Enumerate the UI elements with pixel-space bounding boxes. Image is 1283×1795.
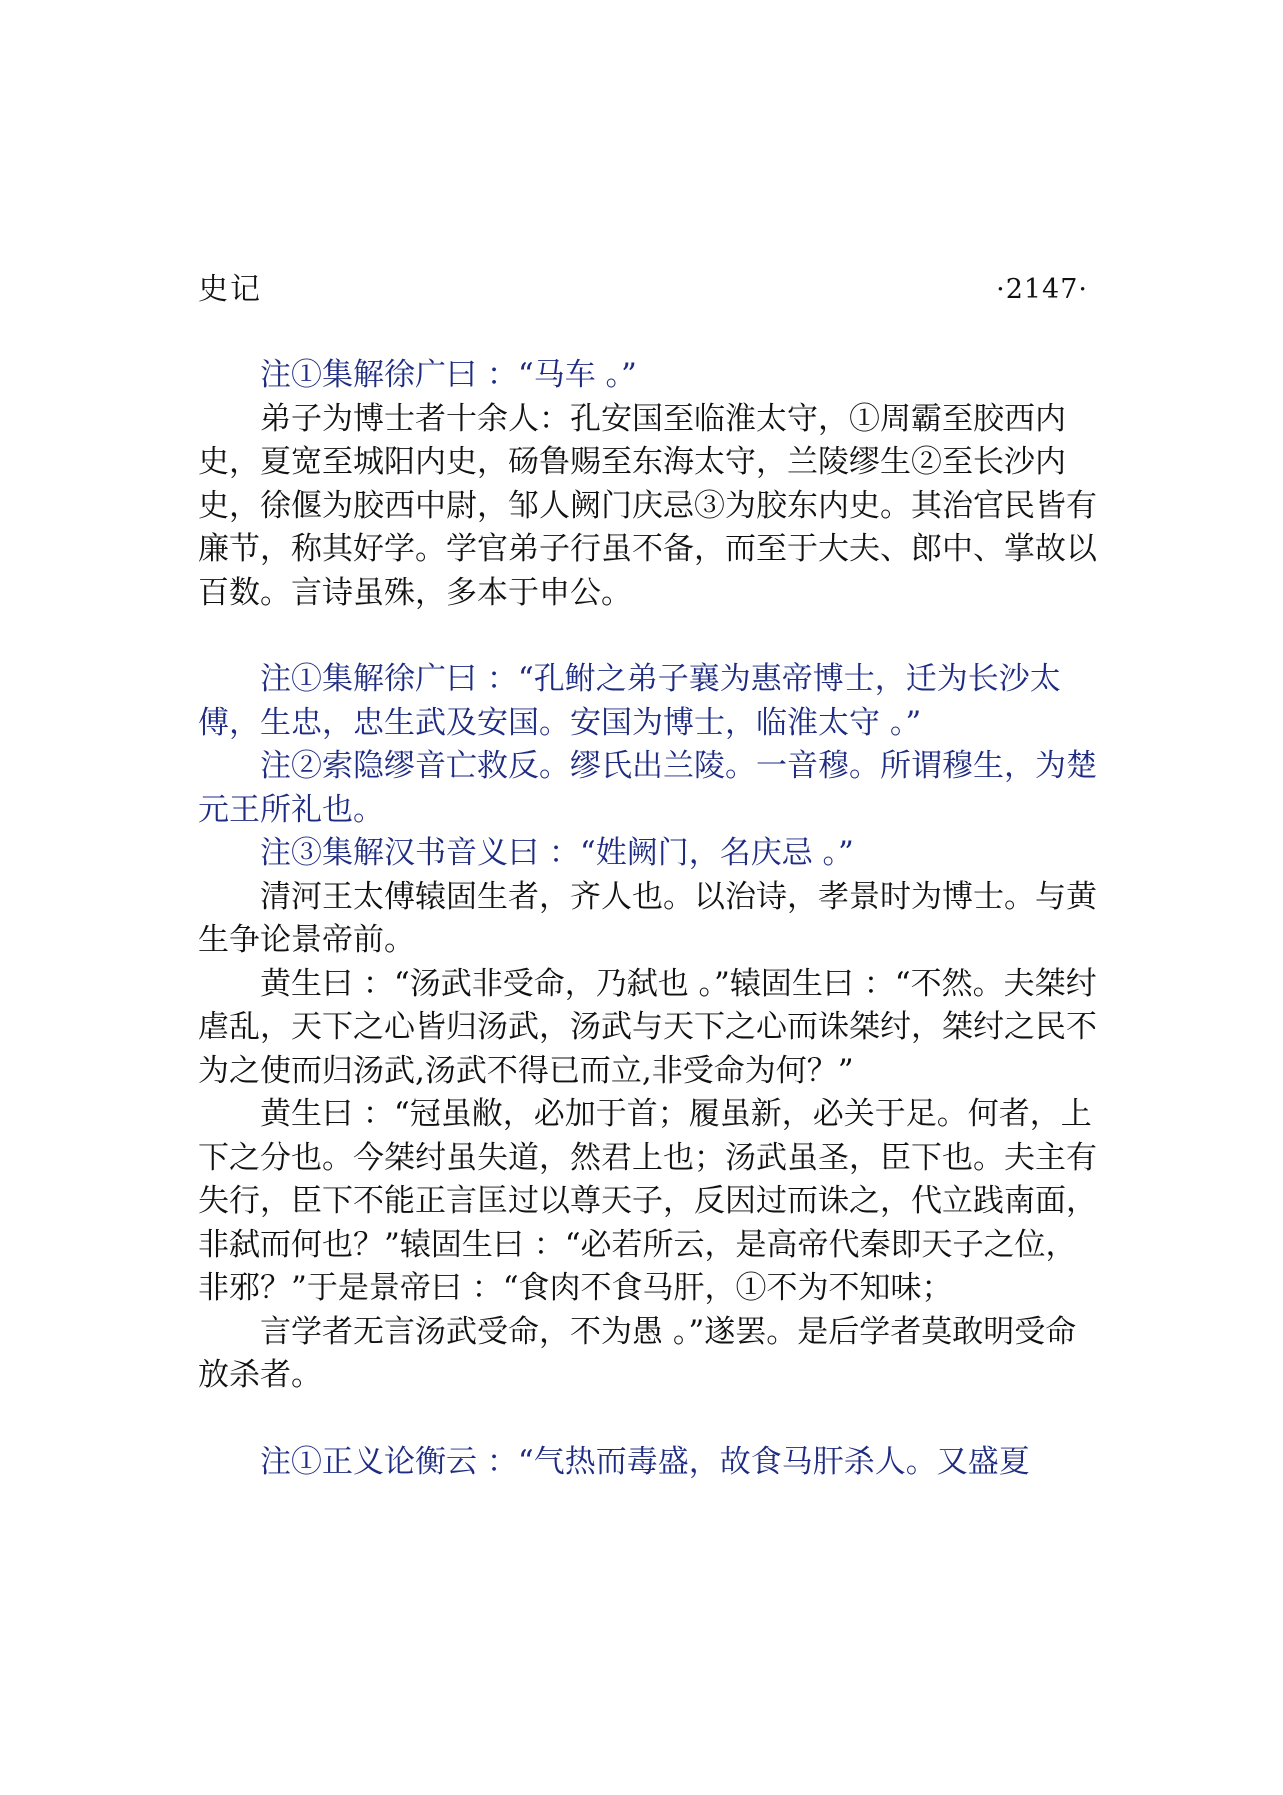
annotation-paragraph: 注①集解徐广曰 ：“马车 。”: [260, 357, 637, 393]
body-paragraph: 言学者无言汤武受命，不为愚 。”遂罢。是后学者莫敢明受命放杀者。: [198, 1313, 1077, 1393]
body-paragraph: 黄生曰 ：“汤武非受命，乃弑也 。”辕固生曰 ：“不然。夫桀纣虐乱，天下之心皆归汤武，汤武与天下之心而诛桀纣，桀纣之民不为之使而归汤武,汤武不得已而立,非受命为何？”: [198, 965, 1097, 1089]
body-paragraph: 黄生曰 ：“冠虽敝，必加于首；履虽新，必关于足。何者，上下之分也。今桀纣虽失道，然君上也；汤武虽圣，臣下也。夫主有失行，臣下不能正言匡过以尊天子，反因过而诛之，代立践南面，非弑而何也？”辕固生曰 ：“必若所云，是高帝代秦即天子之位，非邪？”于是景帝曰 ：“食肉不食马肝，①不为不知味；: [198, 1096, 1097, 1306]
page-header: [198, 268, 1088, 312]
annotation-paragraph: 注②索隐缪音亡救反。缪氏出兰陵。一音穆。所谓穆生，为楚元王所礼也。: [198, 748, 1097, 828]
page-number: ·2147·: [996, 274, 1088, 305]
body-paragraph: 弟子为博士者十余人：孔安国至临淮太守，①周霸至胶西内史，夏宽至城阳内史，砀鲁赐至东海太守，兰陵缪生②至长沙内史，徐偃为胶西中尉，邹人阙门庆忌③为胶东内史。其治官民皆有廉节，称其好学。学官弟子行虽不备，而至于大夫、郎中、掌故以百数。言诗虽殊，多本于申公。: [198, 400, 1097, 611]
annotation-paragraph: 注③集解汉书音义曰 ：“姓阙门，名庆忌 。”: [260, 835, 854, 871]
annotation-paragraph: 注①正义论衡云 ：“气热而毒盛，故食马肝杀人。又盛夏: [260, 1443, 1030, 1480]
body-paragraph: 清河王太傅辕固生者，齐人也。以治诗，孝景时为博士。与黄生争论景帝前。: [198, 878, 1097, 958]
page-content: [198, 354, 1098, 1484]
book-title: 史记: [198, 272, 262, 307]
annotation-paragraph: 注①集解徐广曰 ：“孔鲋之弟子襄为惠帝博士，迁为长沙太傅，生忠，忠生武及安国。安国为博士，临淮太守 。”: [198, 661, 1061, 741]
